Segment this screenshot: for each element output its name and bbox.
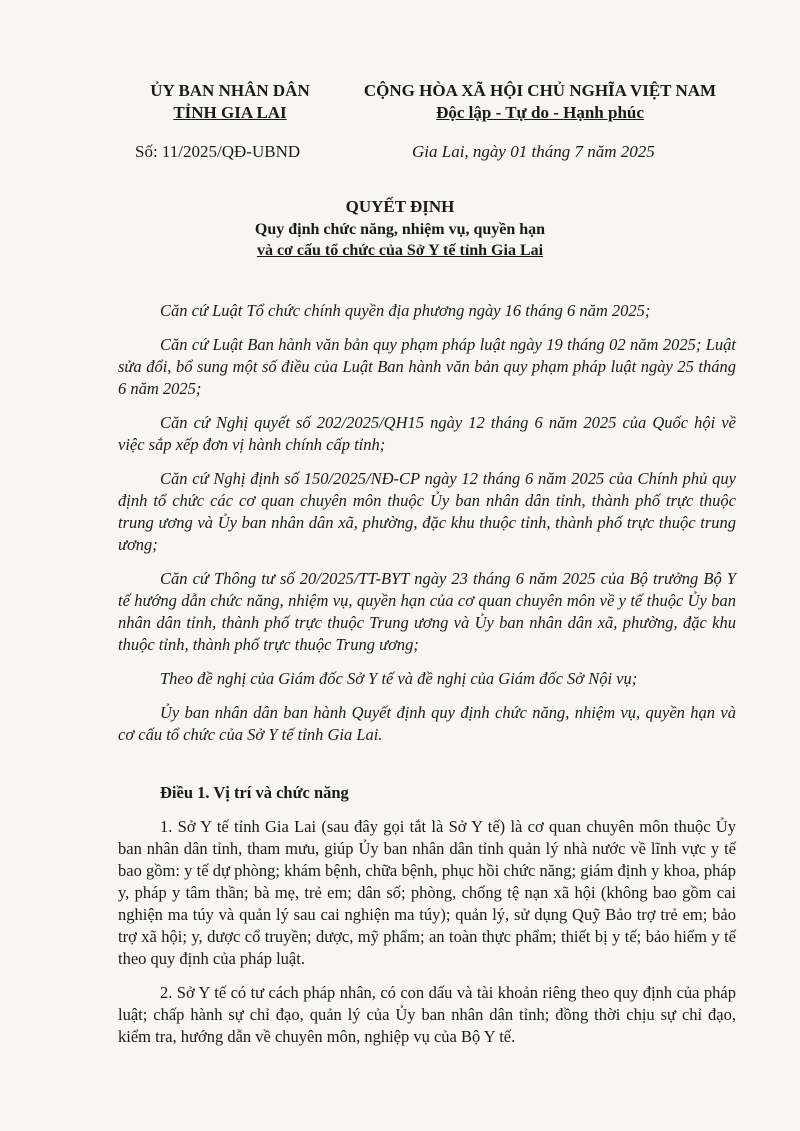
subtitle-line-1: Quy định chức năng, nhiệm vụ, quyền hạn [254, 221, 546, 238]
article-1-title: Điều 1. Vị trí và chức năng [160, 783, 349, 802]
document-title: QUYẾT ĐỊNH [345, 197, 455, 216]
preamble-paragraph: Theo đề nghị của Giám đốc Sở Y tế và đề nghị của Giám đốc Sở Nội vụ; [160, 669, 638, 688]
article-1-paragraph: 1. Sở Y tế tỉnh Gia Lai (sau đây gọi tắt là Sở Y tế) là cơ quan chuyên môn thuộc Ủy ban nhân dân tỉnh, tham mưu, giúp Ủy ban nhân dân tỉnh quản lý nhà nước về lĩnh vực y tế bao gồm: y tế dự phòng; khám bệnh, chữa bệnh, phục hồi chức năng; giám định y khoa, pháp y, pháp y tâm thần; bà mẹ, trẻ em; dân số; phòng, chống tệ nạn xã hội (không bao gồm cai nghiện ma túy và quản lý sau cai nghiện ma túy); quản lý, sử dụng Quỹ Bảo trợ trẻ em; bảo trợ xã hội; y, dược cổ truyền; dược, mỹ phẩm; an toàn thực phẩm; thiết bị y tế; bảo hiểm y tế theo quy định của pháp luật. [118, 817, 736, 968]
document-body [118, 300, 736, 1060]
document-subtitle [0, 219, 800, 261]
motto: Độc lập - Tự do - Hạnh phúc [436, 103, 644, 122]
preamble-paragraph: Căn cứ Nghị quyết số 202/2025/QH15 ngày 12 tháng 6 năm 2025 của Quốc hội về việc sắp xếp đơn vị hành chính cấp tỉnh; [118, 413, 736, 454]
article-1-paragraph: 2. Sở Y tế có tư cách pháp nhân, có con dấu và tài khoản riêng theo quy định của pháp luật; chấp hành sự chỉ đạo, quản lý của Ủy ban nhân dân tỉnh; đồng thời chịu sự chỉ đạo, kiểm tra, hướng dẫn về chuyên môn, nghiệp vụ của Bộ Y tế. [118, 983, 736, 1046]
preamble-paragraph: Căn cứ Luật Tổ chức chính quyền địa phương ngày 16 tháng 6 năm 2025; [160, 301, 651, 320]
preamble-paragraph: Căn cứ Thông tư số 20/2025/TT-BYT ngày 23 tháng 6 năm 2025 của Bộ trưởng Bộ Y tế hướng dẫn chức năng, nhiệm vụ, quyền hạn của cơ quan chuyên môn về y tế thuộc Ủy ban nhân dân tỉnh, thành phố trực thuộc Trung ương và Ủy ban nhân dân xã, phường, đặc khu thuộc tỉnh, thành phố trực thuộc Trung ương; [118, 569, 736, 654]
preamble-paragraph: Ủy ban nhân dân ban hành Quyết định quy định chức năng, nhiệm vụ, quyền hạn và cơ cấu tổ chức của Sở Y tế tỉnh Gia Lai. [118, 703, 736, 744]
place-date: Gia Lai, ngày 01 tháng 7 năm 2025 [412, 142, 655, 161]
nation-name: CỘNG HÒA XÃ HỘI CHỦ NGHĨA VIỆT NAM [363, 81, 717, 100]
issuing-authority [120, 80, 340, 124]
preamble-paragraph: Căn cứ Luật Ban hành văn bản quy phạm pháp luật ngày 19 tháng 02 năm 2025; Luật sửa đổi, bổ sung một số điều của Luật Ban hành văn bản quy phạm pháp luật ngày 25 tháng 6 năm 2025; [118, 335, 736, 398]
authority-line-2: TỈNH GIA LAI [173, 103, 287, 122]
preamble-paragraph: Căn cứ Nghị định số 150/2025/NĐ-CP ngày 12 tháng 6 năm 2025 của Chính phủ quy định tổ chức các cơ quan chuyên môn thuộc Ủy ban nhân dân tỉnh, thành phố trực thuộc trung ương và Ủy ban nhân dân xã, phường, đặc khu thuộc tỉnh, thành phố trực thuộc trung ương; [118, 469, 736, 554]
subtitle-line-2: và cơ cấu tổ chức của Sở Y tế tỉnh Gia Lai [256, 242, 544, 259]
document-number: Số: 11/2025/QĐ-UBND [135, 142, 301, 161]
national-motto [330, 80, 750, 124]
authority-line-1: ỦY BAN NHÂN DÂN [150, 81, 310, 100]
